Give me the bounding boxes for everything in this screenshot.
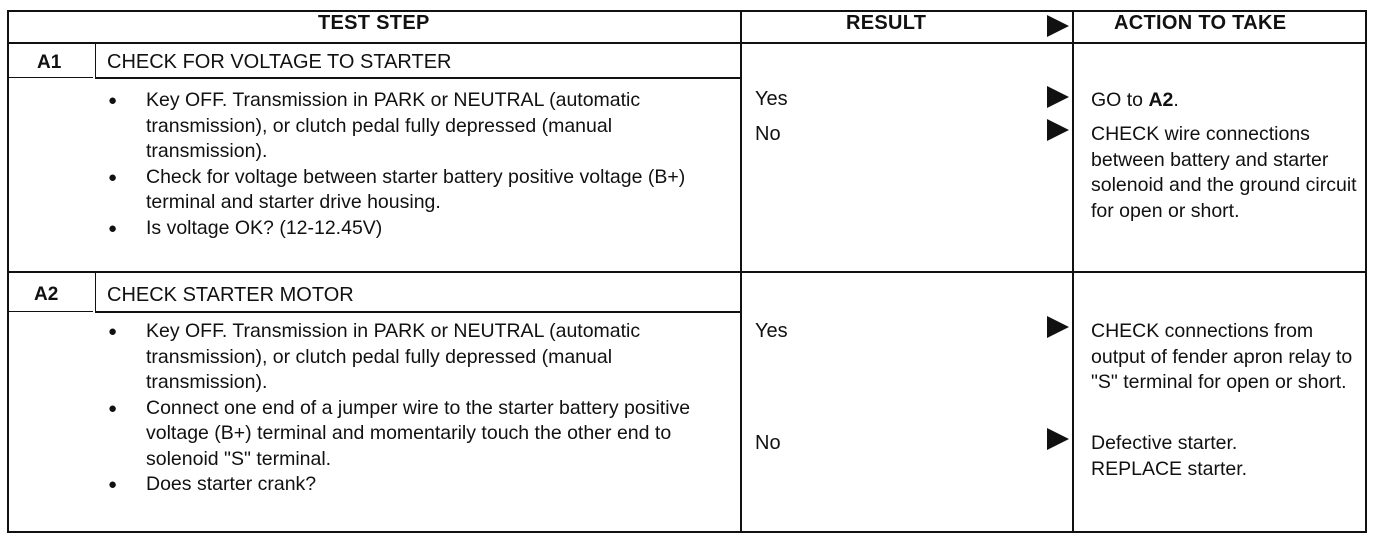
step-a1-result-yes: Yes xyxy=(755,88,788,110)
arrow-icon xyxy=(1047,119,1069,141)
step-a1-bullet-1: ● Key OFF. Transmission in PARK or NEUTRAL (automatic transmission), or clutch pedal fully depressed (manual transmission). xyxy=(108,88,698,165)
header-rule xyxy=(7,42,1367,44)
a2-code-underline xyxy=(9,311,93,312)
step-a1-title: CHECK FOR VOLTAGE TO STARTER xyxy=(107,51,452,73)
step-a1-action-yes: GO to A2. xyxy=(1091,89,1179,111)
a1-title-underline xyxy=(95,77,740,79)
arrow-icon xyxy=(1047,316,1069,338)
header-action: ACTION TO TAKE xyxy=(1114,12,1287,34)
step-a2-title: CHECK STARTER MOTOR xyxy=(107,284,354,306)
step-a1-bullet-2: ● Check for voltage between starter battery positive voltage (B+) terminal and starter drive housing. xyxy=(108,165,698,216)
step-a1-bullet-3: ● Is voltage OK? (12-12.45V) xyxy=(108,216,698,242)
step-a1-action-no: CHECK wire connections between battery and starter solenoid and the ground circuit for open or short. xyxy=(1091,123,1357,222)
step-a2-action-yes: CHECK connections from output of fender apron relay to "S" terminal for open or short. xyxy=(1091,320,1353,393)
arrow-icon xyxy=(1047,428,1069,450)
header-arrow-icon xyxy=(1047,15,1069,37)
step-a2-result-yes: Yes xyxy=(755,320,788,342)
step-separator xyxy=(7,271,1367,273)
step-a2-result-no: No xyxy=(755,432,781,454)
step-a2-bullets xyxy=(108,319,698,498)
step-a2-action-no: Defective starter. REPLACE starter. xyxy=(1091,432,1248,480)
step-a2-bullet-1: ● Key OFF. Transmission in PARK or NEUTRAL (automatic transmission), or clutch pedal fully depressed (manual transmission). xyxy=(108,319,698,396)
step-a1-code: A1 xyxy=(37,52,62,73)
step-a2-bullet-3: ● Does starter crank? xyxy=(108,472,698,498)
a1-code-divider xyxy=(95,44,96,77)
step-a2-code: A2 xyxy=(34,284,59,305)
step-a1-result-no: No xyxy=(755,123,781,145)
a1-code-underline xyxy=(9,77,93,78)
arrow-icon xyxy=(1047,86,1069,108)
header-result: RESULT xyxy=(846,12,927,34)
step-a2-bullet-2: ● Connect one end of a jumper wire to the starter battery positive voltage (B+) terminal and momentarily touch the other end to solenoid "S" terminal. xyxy=(108,396,698,473)
a2-code-divider xyxy=(95,273,96,311)
step-a1-bullets xyxy=(108,88,698,241)
bottom-border xyxy=(7,531,1367,533)
header-test-step: TEST STEP xyxy=(318,12,430,34)
a2-title-underline xyxy=(95,311,740,313)
